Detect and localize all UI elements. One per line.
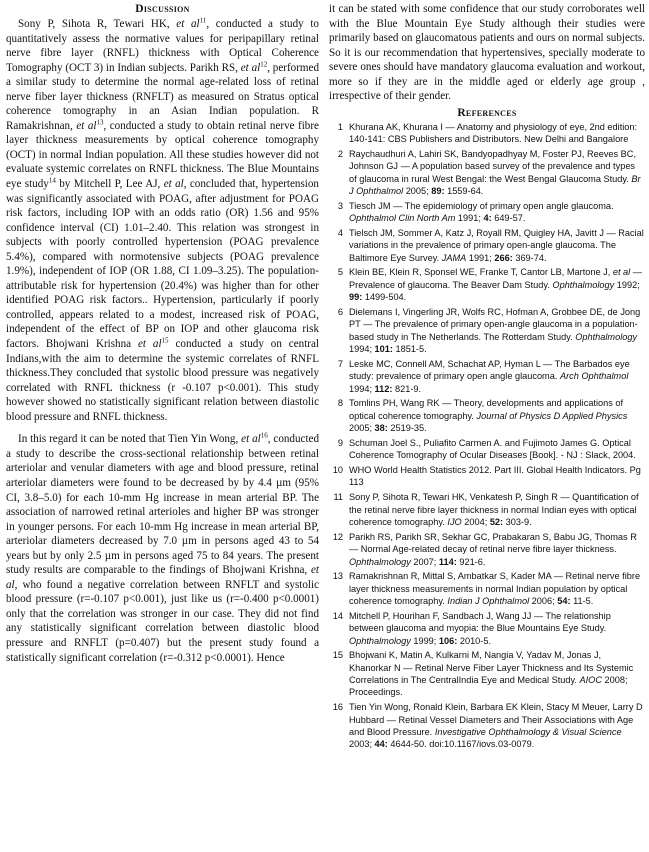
reference-item — [329, 358, 645, 395]
reference-text: Bhojwani K, Matin A, Kulkarni M, Nangia V, Yadav M, Jonas J, Khanorkar N — Retinal Nerve Fiber Layer Thickness and Its Systemic Correlations in The CentralIndia Eye and Medical Study. AIOC 2008; Proceedings. — [349, 650, 634, 698]
references-heading: References — [457, 106, 517, 119]
reference-number: 12 — [332, 531, 343, 542]
reference-text: Mitchell P, Hourihan F, Sandbach J, Wang JJ — The relationship between glaucoma and myopia: the Blue Mountains Eye Study. Ophthalmology 1999; 106: 2010-5. — [349, 610, 611, 646]
reference-number: 6 — [337, 307, 343, 317]
reference-text: Tiesch JM — The epidemiology of primary open angle glaucoma. Ophthalmol Clin North Am 1991; 4: 649-57. — [349, 200, 614, 224]
reference-number: 7 — [337, 358, 343, 369]
reference-item — [329, 464, 645, 489]
reference-item — [329, 148, 645, 198]
reference-number: 5 — [337, 267, 343, 278]
reference-item — [329, 570, 645, 607]
reference-number: 4 — [337, 227, 343, 238]
discussion-continuation: it can be stated with some confidence that our study corroborates well with the Blue Mountain Eye Study although their studies were primarily based on glaucomatous patients and ours on normal subjects. So it is our recommendation that hypertensives, specially moderate to severe ones should have mandatory glaucoma evaluation and workout, more so if they are in the middle aged or elderly age group , irrespective of their gender. — [329, 3, 645, 103]
reference-item — [329, 306, 645, 356]
reference-item — [329, 701, 645, 751]
discussion-paragraph-2: In this regard it can be noted that Tien Yin Wong, et $al^{16}$, conducted a study to describe the cross-sectional relationship between retinal arteriolar and venular diameters with age and blood pressure, retinal arteriolar diameters were found to be decreased by by 4.4 µm (95% CI, 3.8–5.0) for each 10-mm Hg increase in mean arterial BP. The association of narrowed retinal arterioles and higher BP was stronger in younger persons. For each 10-mm Hg increase in mean arterial BP, arteriolar diameters decreased by 7.0 µm in persons aged 43 to 54 years but by only 2.5 µm in persons aged 75 to 84 years. The present study results are comparable to the findings of Bhojwani Krishna, et al, who found a negative correlation between RNFLT and systolic blood pressure (r=-0.107 p<0.001), just like us (r=-0.400 p<0.0001) only that the correlation was stronger in our case. They did not find any statistically significant correlation between diastolic blood pressure and RNFLT (p=0.407) but the present study found a statistically significant correlation (r=-0.312 p<0.0001). Hence — [6, 431, 319, 664]
reference-text: Sony P, Sihota R, Tewari HK, Venkatesh P, Singh R — Quantification of the retinal nerve fibre layer thickness in normal Indian eyes with optical coherence tomography. IJO 2004; 52: 303-9. — [349, 492, 639, 527]
reference-number: 9 — [337, 437, 343, 448]
reference-text: Raychaudhuri A, Lahiri SK, Bandyopadhyay M, Foster PJ, Reeves BC, Johnson GJ — A population based survey of the prevalence and types of glaucoma in rural West Bengal: the West Bengal Glaucoma Study. Br J Ophthalmol 2005; 89: 1559-64. — [349, 148, 641, 197]
reference-list — [329, 121, 645, 751]
reference-item — [329, 266, 645, 303]
reference-text: Dielemans I, Vingerling JR, Wolfs RC, Hofman A, Grobbee DE, de Jong PT — The prevalence of primary open-angle glaucoma in a population-based study in The Netherlands. The Rotterdam Study. Ophthalmology 1994; 101: 1851-5. — [349, 307, 641, 355]
reference-text: Tielsch JM, Sommer A, Katz J, Royall RM, Quigley HA, Javitt J — Racial variations in the prevalence of primary open-angle glaucoma. The Baltimore Eye Survey. JAMA 1991; 266: 369-74. — [349, 227, 644, 263]
reference-number: 8 — [337, 398, 343, 409]
reference-text: Parikh RS, Parikh SR, Sekhar GC, Prabakaran S, Babu JG, Thomas R — Normal Age-related decay of retinal nerve fibre layer thickness. Ophthalmology 2007; 114: 921-6. — [349, 531, 637, 567]
reference-item — [329, 397, 645, 434]
reference-number: 10 — [332, 465, 343, 476]
reference-number: 11 — [333, 492, 343, 503]
reference-text: Tien Yin Wong, Ronald Klein, Barbara EK Klein, Stacy M Meuer, Larry D Hubbard — Retinal Vessel Diameters and Their Associations with Age and Blood Pressure. Investigative Ophthalmology & Visual Science 2003; 44: 4644-50. doi:10.1167/iovs.03-0079. — [349, 702, 643, 750]
reference-number: 16 — [332, 702, 343, 713]
reference-item — [329, 227, 645, 264]
reference-item — [329, 649, 645, 699]
discussion-heading: Discussion — [135, 3, 190, 15]
reference-text: WHO World Health Statistics 2012. Part III. Global Health Indicators. Pg 113 — [349, 465, 641, 488]
reference-item — [329, 491, 645, 528]
reference-text: Ramakrishnan R, Mittal S, Ambatkar S, Kader MA — Retinal nerve fibre layer thickness measurements in normal Indian population by optical coherence tomography. Indian J Ophthalmol 2006; 54: 11-5. — [349, 571, 641, 607]
reference-number: 15 — [332, 650, 343, 661]
reference-number: 13 — [332, 571, 343, 582]
reference-number: 14 — [332, 610, 343, 621]
reference-item — [329, 437, 645, 462]
reference-text: Klein BE, Klein R, Sponsel WE, Franke T, Cantor LB, Martone J, et al — Prevalence of glaucoma. The Beaver Dam Study. Ophthalmology 1992; 99: 1499-504. — [349, 267, 642, 303]
reference-number: 3 — [337, 200, 343, 211]
left-column — [6, 2, 319, 665]
reference-item — [329, 121, 645, 146]
reference-number: 2 — [337, 148, 343, 159]
reference-number: 1 — [337, 121, 343, 132]
reference-item — [329, 531, 645, 568]
discussion-paragraph-1: Sony P, Sihota R, Tewari HK, et $al^{11}$, conducted a study to quantitatively assess the normative values for peripapillary retinal nerve fibre layer (RNFL) thickness with Optical Coherence Tomography (OCT 3) in Indian subjects. Parikh RS, et $al^{12}$, performed a similar study to determine the normal age-related loss of retinal nerve fiber layer thickness (RNFLT) as measured on Stratus optical coherence tomography in an Asian Indian population. R Ramakrishnan, et $al^{13}$, conducted a study to obtain retinal nerve fibre layer thickness measurements by optical coherence tomography (OCT) in normal Indian population. All these studies however did not evaluate systemic correlates on RNFL thickness. The Blue Mountains eye study$^{14}$ by Mitchell P, Lee AJ, et al, concluded that, hypertension was significantly associated with POAG, after adjustment for POAG risk factors, including IOP with an odds ratio (OR) 1.56 and 95% confidence interval (CI) 1.01–2.40. This relation was strongest in subjects with poorly controlled hypertension (POAG prevalence 5.4%), compared with normotensive subjects (POAG prevalence 1.9%), independent of IOP (OR 1.88, CI 1.09–3.25). The population-attributable risk for hypertension (20.4%) was higher than for other identified POAG risk factors.. Hypertension, particularly if poorly controlled, appears related to a modest, increased risk of POAG, independent of the effect of BP on IOP and other glaucoma risk factors. Bhojwani Krishna et $al^{15}$ conducted a study on central Indians,with the aim to determine the systemic correlates of RNFL thickness.They concluded that systolic blood pressure was negatively correlated with RNFL thickness (r -0.107 p<0.001). This study however showed no statistically significant relation between diastolic blood pressure and RNFL thickness. — [6, 16, 319, 423]
reference-item — [329, 610, 645, 647]
reference-text: Schuman Joel S., Puliafito Carmen A. and Fujimoto James G. Optical Coherence Tomography of Ocular Diseases [Book]. - NJ : Slack, 2004. — [349, 437, 636, 461]
reference-text: Tomlins PH, Wang RK — Theory, developments and applications of optical coherence tomography. Journal of Physics D Applied Physics 2005; 38: 2519-35. — [349, 398, 628, 434]
reference-text: Leske MC, Connell AM, Schachat AP, Hyman L — The Barbados eye study: prevalence of primary open angle glaucoma. Arch Ophthalmol 1994; 112: 821-9. — [349, 358, 630, 394]
reference-text: Khurana AK, Khurana I — Anatomy and physiology of eye, 2nd edition: 140-141: CBS Publishers and Distributors. New Delhi and Bangalore — [349, 121, 638, 145]
right-column — [329, 2, 645, 753]
reference-item — [329, 200, 645, 225]
